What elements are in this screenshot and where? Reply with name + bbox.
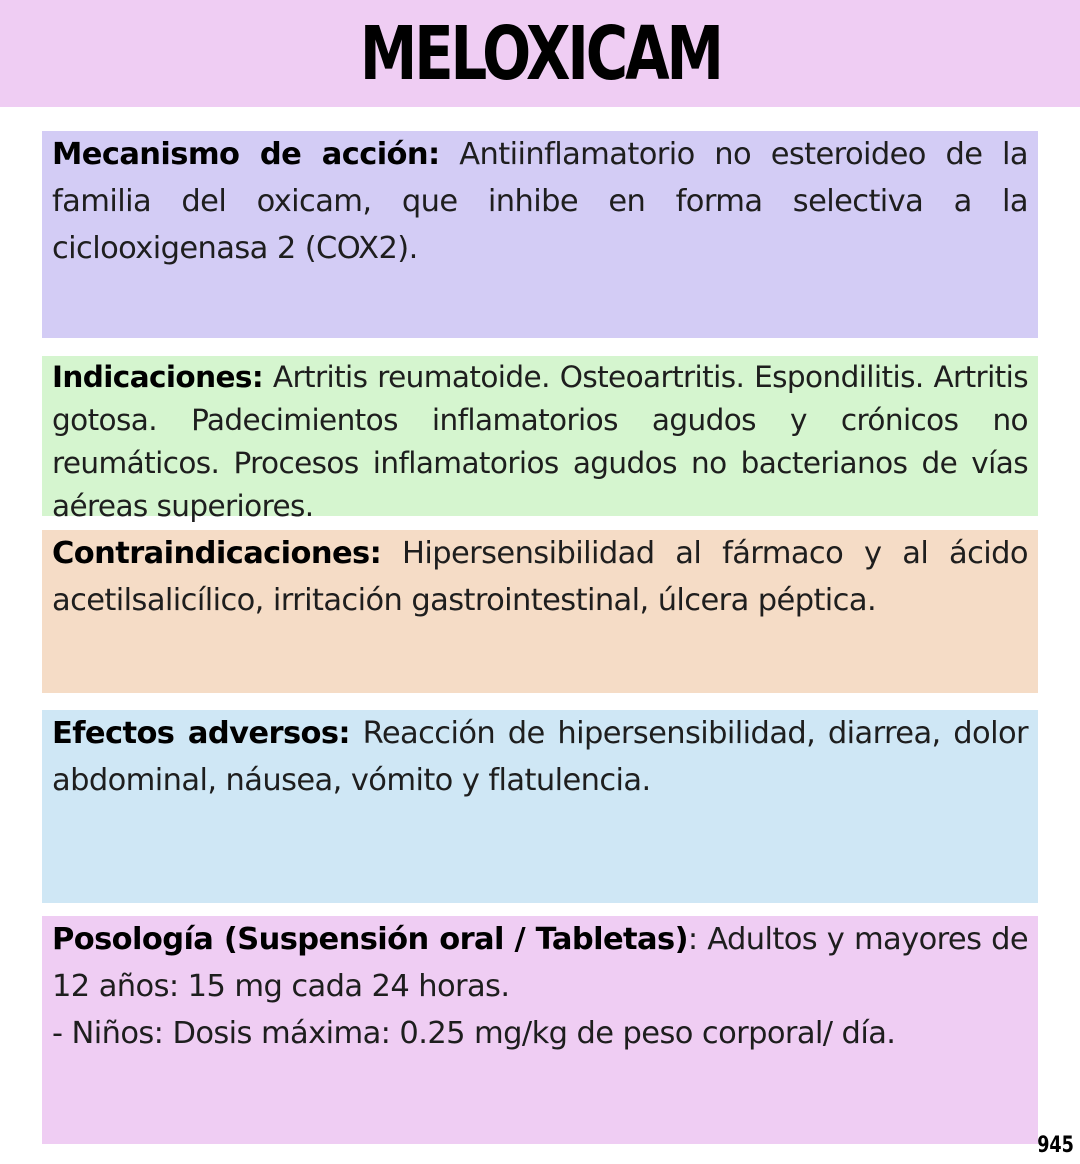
page-number: 945	[1037, 1133, 1074, 1158]
title-banner	[0, 0, 1080, 107]
indicaciones-label: Indicaciones:	[52, 360, 264, 394]
posologia-paragraph	[52, 916, 1028, 1010]
page-title: MELOXICAM	[359, 10, 721, 97]
efectos-label: Efectos adversos:	[52, 716, 351, 751]
indicaciones-text: Artritis reumatoide. Osteoartritis. Espondilitis. Artritis gotosa. Padecimientos inflamatorios agudos y crónicos no reumáticos. Procesos inflamatorios agudos no bacterianos de vías aéreas superiores.	[52, 360, 1028, 523]
contraindicaciones-paragraph	[52, 530, 1028, 624]
efectos-text: Reacción de hipersensibilidad, diarrea, dolor abdominal, náusea, vómito y flatulencia.	[52, 716, 1028, 798]
posologia-label: Posología (Suspensión oral / Tabletas)	[52, 922, 688, 957]
posologia-ninos-line: - Niños: Dosis máxima: 0.25 mg/kg de peso corporal/ día.	[52, 1016, 896, 1051]
contraindicaciones-text: Hipersensibilidad al fármaco y al ácido acetilsalicílico, irritación gastrointestinal, úlcera péptica.	[52, 536, 1028, 618]
indicaciones-paragraph	[52, 356, 1028, 528]
mecanismo-paragraph	[52, 131, 1028, 272]
section-mecanismo	[42, 131, 1038, 338]
mecanismo-text: Antiinflamatorio no esteroideo de la familia del oxicam, que inhibe en forma selectiva a la ciclooxigenasa 2 (COX2).	[52, 137, 1028, 266]
section-posologia	[42, 916, 1038, 1144]
section-contraindicaciones	[42, 530, 1038, 693]
posologia-text: : Adultos y mayores de 12 años: 15 mg cada 24 horas.	[52, 922, 1028, 1004]
section-efectos-adversos	[42, 710, 1038, 903]
section-indicaciones	[42, 356, 1038, 523]
mecanismo-label: Mecanismo de acción:	[52, 137, 440, 172]
efectos-paragraph	[52, 710, 1028, 804]
contraindicaciones-label: Contraindicaciones:	[52, 536, 382, 571]
